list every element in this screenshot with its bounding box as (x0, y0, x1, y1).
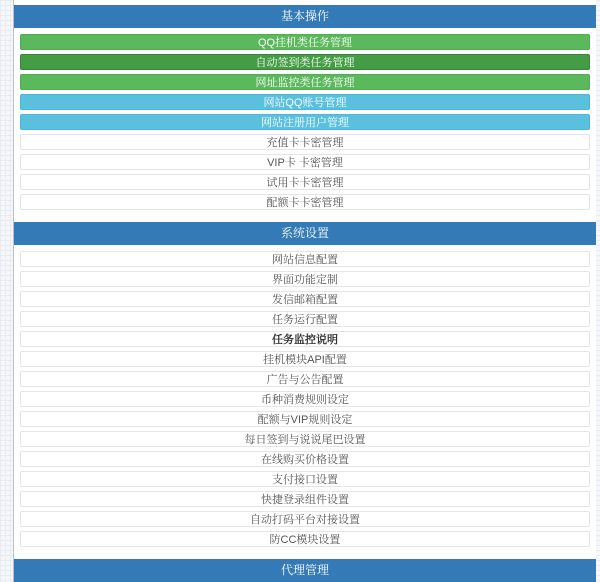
menu-button[interactable]: 自动打码平台对接设置 (20, 511, 590, 527)
menu-button[interactable]: 界面功能定制 (20, 271, 590, 287)
menu-button[interactable]: 任务运行配置 (20, 311, 590, 327)
menu-button[interactable]: 网站信息配置 (20, 251, 590, 267)
menu-section-0 (14, 5, 596, 216)
menu-button[interactable]: 配额与VIP规则设定 (20, 411, 590, 427)
menu-button[interactable]: 自动签到类任务管理 (20, 54, 590, 70)
menu-button[interactable]: 快捷登录组件设置 (20, 491, 590, 507)
admin-menu-panel (13, 0, 596, 582)
menu-button[interactable]: 挂机模块API配置 (20, 351, 590, 367)
menu-button[interactable]: 在线购买价格设置 (20, 451, 590, 467)
menu-button[interactable]: VIP卡 卡密管理 (20, 154, 590, 170)
menu-button[interactable]: 每日签到与说说尾巴设置 (20, 431, 590, 447)
menu-button[interactable]: 网站注册用户管理 (20, 114, 590, 130)
section-body (14, 28, 596, 216)
menu-button[interactable]: 支付接口设置 (20, 471, 590, 487)
menu-button[interactable]: 充值卡卡密管理 (20, 134, 590, 150)
menu-button[interactable]: QQ挂机类任务管理 (20, 34, 590, 50)
section-title: 代理管理 (280, 563, 329, 577)
menu-button[interactable]: 网站QQ账号管理 (20, 94, 590, 110)
section-body (14, 245, 596, 553)
menu-section-2 (14, 559, 596, 582)
section-header (14, 222, 596, 245)
menu-section-1 (14, 222, 596, 553)
menu-button[interactable]: 币种消费规则设定 (20, 391, 590, 407)
section-header (14, 559, 596, 582)
menu-button[interactable]: 配额卡卡密管理 (20, 194, 590, 210)
section-header (14, 5, 596, 28)
menu-button[interactable]: 试用卡卡密管理 (20, 174, 590, 190)
menu-button[interactable]: 防CC模块设置 (20, 531, 590, 547)
menu-button[interactable]: 网址监控类任务管理 (20, 74, 590, 90)
menu-button[interactable]: 任务监控说明 (20, 331, 590, 347)
menu-button[interactable]: 广告与公告配置 (20, 371, 590, 387)
section-title: 系统设置 (280, 226, 329, 240)
section-title: 基本操作 (280, 9, 329, 23)
menu-button[interactable]: 发信邮箱配置 (20, 291, 590, 307)
